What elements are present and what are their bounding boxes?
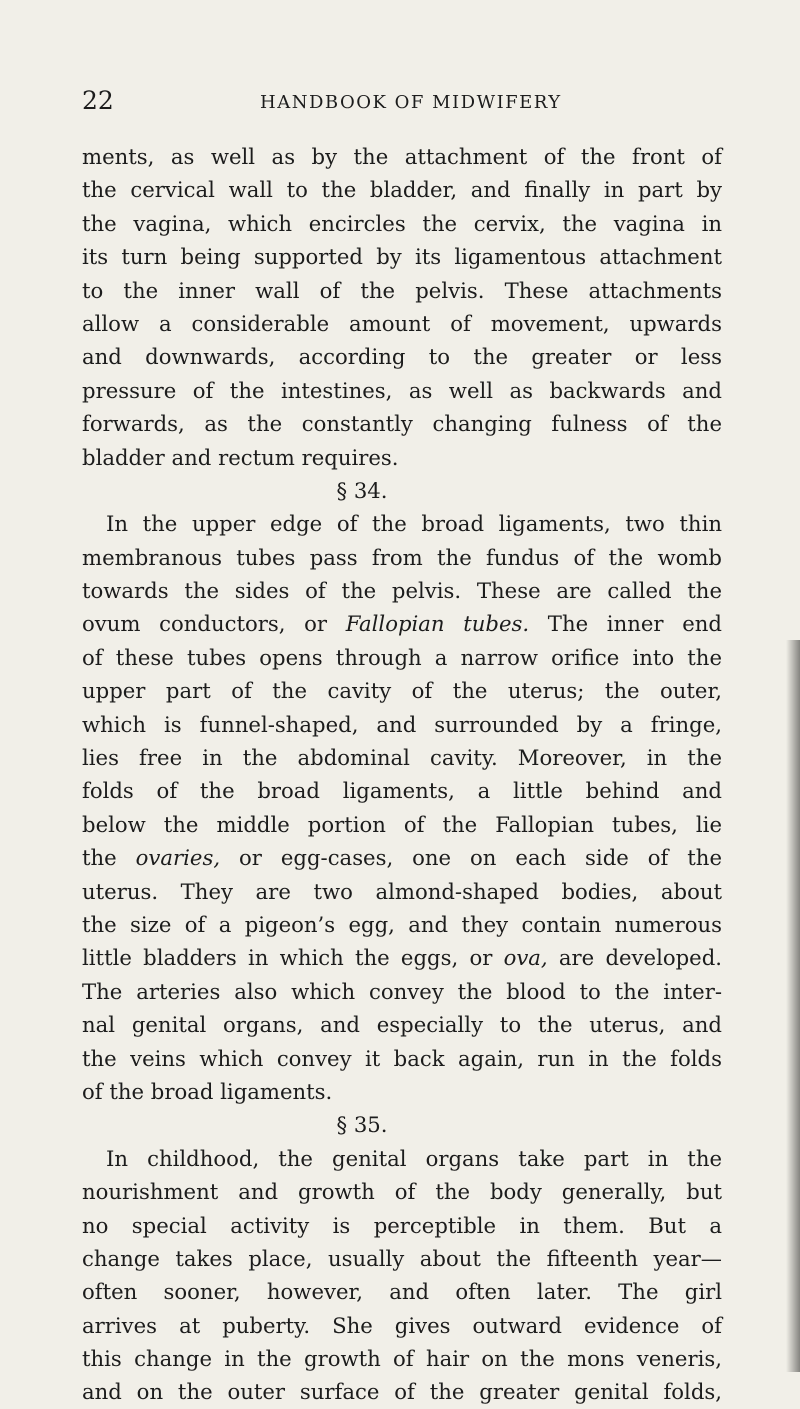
text-line: the vagina, which encircles the cervix, the vagina in [82, 210, 722, 236]
text-line: often sooner, however, and often later. The girl [82, 1279, 722, 1305]
text-line: pressure of the intestines, as well as backwards and [82, 377, 722, 403]
text-line: of the broad ligaments. [82, 1078, 333, 1104]
italic-term-fallopian-tubes: Fallopian tubes. [345, 611, 530, 637]
text-line: upper part of the cavity of the uterus; the outer, [82, 678, 722, 704]
text-line: the cervical wall to the bladder, and finally in part by [82, 177, 722, 203]
italic-term-ova: ova, [503, 945, 548, 971]
text-span: or egg-cases, one on each side of the [220, 845, 722, 871]
text-line: lies free in the abdominal cavity. Moreover, in the [82, 745, 722, 771]
text-line: folds of the broad ligaments, a little behind and [82, 778, 722, 804]
text-line: its turn being supported by its ligamentous attachment [82, 244, 722, 270]
text-line: which is funnel-shaped, and surrounded by a fringe, [82, 711, 722, 737]
text-line: change takes place, usually about the fifteenth year— [82, 1245, 722, 1271]
text-line: In the upper edge of the broad ligaments, two thin [106, 511, 722, 537]
running-title: HANDBOOK OF MIDWIFERY [260, 92, 562, 113]
text-line: membranous tubes pass from the fundus of the womb [82, 544, 722, 570]
page-edge-shadow [786, 640, 800, 1372]
text-line: towards the sides of the pelvis. These are called the [82, 578, 722, 604]
text-line: the size of a pigeon’s egg, and they contain numerous [82, 911, 722, 937]
text-line: ments, as well as by the attachment of the front of [82, 144, 722, 169]
text-line: no special activity is perceptible in them. But a [82, 1212, 722, 1238]
text-line: forwards, as the constantly changing fulness of the [82, 411, 722, 437]
text-line [82, 607, 722, 640]
text-span: The inner end [529, 611, 722, 637]
text-line: nal genital organs, and especially to the uterus, and [82, 1012, 722, 1038]
page-header [82, 86, 722, 116]
text-span: ovum conductors, or [82, 611, 346, 637]
text-line: The arteries also which convey the blood to the inter- [82, 978, 722, 1004]
text-span: the [82, 845, 136, 871]
text-line: uterus. They are two almond-shaped bodies, about [82, 878, 722, 904]
text-line: arrives at puberty. She gives outward evidence of [82, 1312, 722, 1338]
text-line: bladder and rectum requires. [82, 444, 399, 470]
text-span: little bladders in which the eggs, or [82, 945, 504, 971]
text-line: to the inner wall of the pelvis. These attachments [82, 277, 722, 303]
text-line: In childhood, the genital organs take part in the [106, 1145, 722, 1171]
text-line: this change in the growth of hair on the mons veneris, [82, 1346, 722, 1372]
text-line [82, 841, 722, 874]
text-line: nourishment and growth of the body generally, but [82, 1179, 722, 1205]
text-line: and downwards, according to the greater or less [82, 344, 722, 370]
text-line: below the middle portion of the Fallopian tubes, lie [82, 811, 722, 837]
section-heading-34: § 34. [336, 477, 388, 503]
text-line: allow a considerable amount of movement, upwards [82, 310, 722, 336]
section-heading-35: § 35. [336, 1112, 388, 1138]
italic-term-ovaries: ovaries, [135, 845, 221, 871]
page-number: 22 [82, 86, 114, 115]
body-text [82, 140, 722, 1409]
text-line: and on the outer surface of the greater genital folds, [82, 1379, 722, 1405]
text-line: of these tubes opens through a narrow orifice into the [82, 644, 722, 670]
text-line: the veins which convey it back again, run in the folds [82, 1045, 722, 1071]
text-line [82, 941, 722, 974]
text-span: are developed. [547, 945, 722, 971]
